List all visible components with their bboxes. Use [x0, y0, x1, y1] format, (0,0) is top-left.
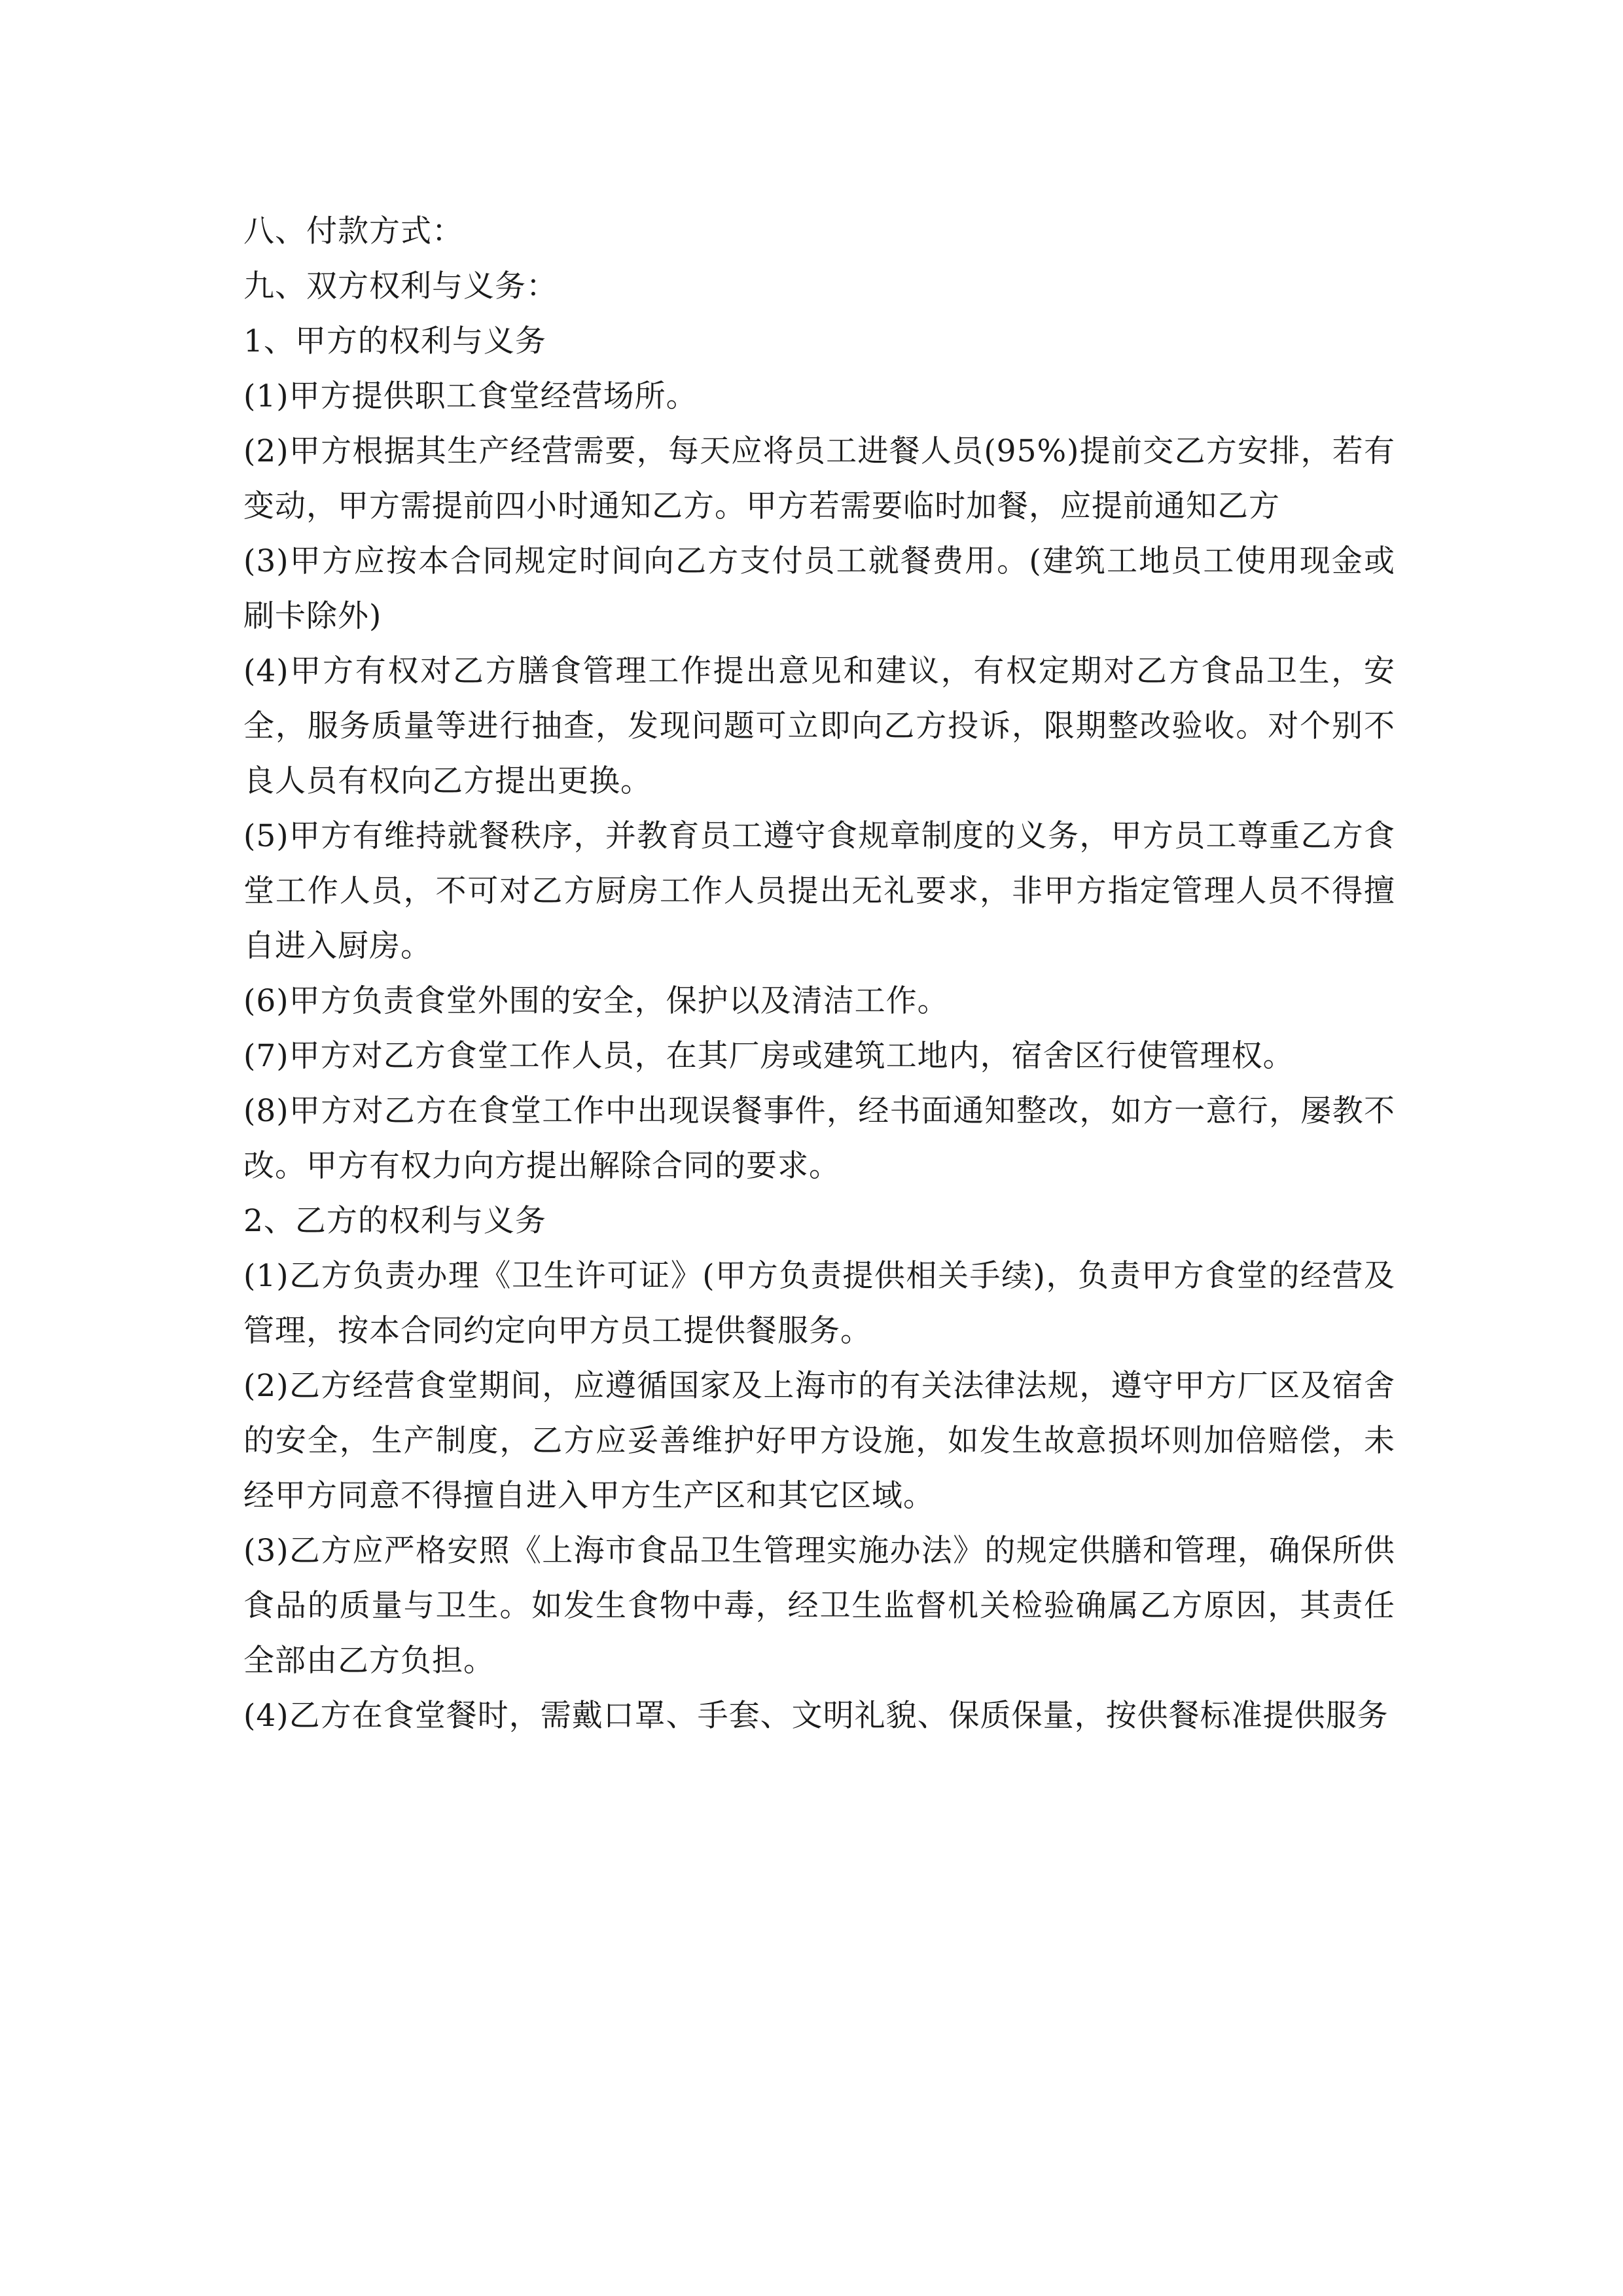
clause-b-4: (4)乙方在食堂餐时，需戴口罩、手套、文明礼貌、保质保量，按供餐标准提供服务: [243, 1698, 1389, 1734]
clause-a-8: (8)甲方对乙方在食堂工作中出现误餐事件，经书面通知整改，如方一意行，屡教不改。甲方有权力向方提出解除合同的要求。: [243, 1093, 1395, 1184]
clause-b-1: (1)乙方负责办理《卫生许可证》(甲方负责提供相关手续)，负责甲方食堂的经营及管理，按本合同约定向甲方员工提供餐服务。: [243, 1258, 1395, 1349]
section-heading-rights-obligations: 九、双方权利与义务：: [243, 268, 558, 304]
clause-b-3: (3)乙方应严格安照《上海市食品卫生管理实施办法》的规定供膳和管理，确保所供食品的质量与卫生。如发生食物中毒，经卫生监督机关检验确属乙方原因，其责任全部由乙方负担。: [243, 1533, 1395, 1679]
clause-a-7: (7)甲方对乙方食堂工作人员，在其厂房或建筑工地内，宿舍区行使管理权。: [243, 1038, 1294, 1074]
subsection-heading-party-b: 2、乙方的权利与义务: [243, 1203, 546, 1239]
clause-a-6: (6)甲方负责食堂外围的安全，保护以及清洁工作。: [243, 983, 949, 1019]
subsection-heading-party-a: 1、甲方的权利与义务: [243, 323, 546, 359]
clause-a-3: (3)甲方应按本合同规定时间向乙方支付员工就餐费用。(建筑工地员工使用现金或刷卡除外): [243, 543, 1395, 634]
clause-a-5: (5)甲方有维持就餐秩序，并教育员工遵守食规章制度的义务，甲方员工尊重乙方食堂工作人员，不可对乙方厨房工作人员提出无礼要求，非甲方指定管理人员不得擅自进入厨房。: [243, 818, 1395, 964]
clause-b-2: (2)乙方经营食堂期间，应遵循国家及上海市的有关法律法规，遵守甲方厂区及宿舍的安全，生产制度，乙方应妥善维护好甲方设施，如发生故意损坏则加倍赔偿，未经甲方同意不得擅自进入甲方生产区和其它区域。: [243, 1368, 1395, 1514]
clause-a-4: (4)甲方有权对乙方膳食管理工作提出意见和建议，有权定期对乙方食品卫生，安全，服务质量等进行抽查，发现问题可立即向乙方投诉，限期整改验收。对个别不良人员有权向乙方提出更换。: [243, 653, 1395, 799]
section-heading-payment: 八、付款方式：: [243, 213, 463, 249]
document-body: [243, 204, 1395, 1744]
clause-a-2: (2)甲方根据其生产经营需要，每天应将员工进餐人员(95%)提前交乙方安排，若有变动，甲方需提前四小时通知乙方。甲方若需要临时加餐，应提前通知乙方: [243, 433, 1395, 524]
clause-a-1: (1)甲方提供职工食堂经营场所。: [243, 378, 698, 414]
